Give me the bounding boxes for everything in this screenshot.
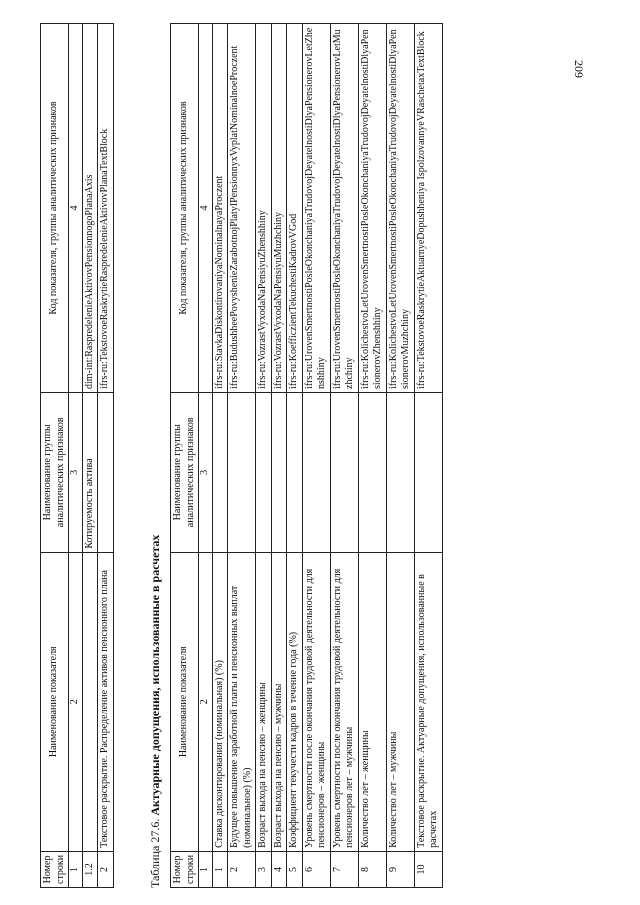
row-number: 3 [256,851,272,887]
indicator-code: ifrs-ru:TekstovoeRaskrytieRaspredelenieAktivovPlanaTextBlock [98,24,114,393]
row-number: 1 [212,851,228,887]
indicator-code: dim-int:RaspredelenieAktivovPensionnogoPlanaAxis [82,24,98,393]
table-row [386,24,414,888]
row-number: 2 [98,851,114,887]
indicator-name: Возраст выхода на пенсию – женщины [256,552,272,851]
header-code: Код показателя, группы аналитических признаков [41,24,69,393]
column-index: 4 [199,24,213,393]
indicator-name: Количество лет – мужчины [386,552,414,851]
column-index: 2 [69,552,83,851]
row-number: 9 [386,851,414,887]
row-number: 8 [358,851,386,887]
indicator-name: Уровень смертности после окончания трудовой деятельности для пенсионеров – женщины [302,552,330,851]
table-row [330,24,358,888]
indicator-code: ifrs-ru:UrovenSmertnostiPosleOkonchaniyaTrudovojDeyatelnostiDlyaPensionerovLetZhenshhiny [302,24,330,393]
group-name [256,392,272,552]
header-code: Код показателя, группы аналитических признаков [171,24,199,393]
row-number: 4 [271,851,287,887]
column-index: 4 [69,24,83,393]
header-row-number: Номер строки [171,851,199,887]
table-row [358,24,386,888]
table-caption [148,535,163,888]
group-name [302,392,330,552]
page-number: 209 [572,60,586,78]
indicator-name: Коэффициент текучести кадров в течение года (%) [287,552,303,851]
group-name [330,392,358,552]
indicator-name: Уровень смертности после окончания трудовой деятельности для пенсионеров лет – мужчины [330,552,358,851]
indicator-name: Текстовое раскрытие. Актуарные допущения, использованные в расчетах [414,552,442,851]
table-row [212,24,228,888]
column-index-row [69,24,83,888]
rotated-page-content [38,23,638,888]
group-name [386,392,414,552]
indicator-code: ifrs-ru:KoefficzientTekuchestiKadrovVGod [287,24,303,393]
group-name: Котируемость актива [82,392,98,552]
table-row [287,24,303,888]
table-caption-number: Таблица 27.6. [148,818,162,888]
group-name [212,392,228,552]
header-group-name: Наименование группы аналитических признаков [171,392,199,552]
header-row-number: Номер строки [41,851,69,887]
table-header-row [171,24,199,888]
column-index: 2 [199,552,213,851]
column-index: 1 [69,851,83,887]
table-header-row [41,24,69,888]
row-number: 7 [330,851,358,887]
row-number: 6 [302,851,330,887]
indicator-code: ifrs-ru:VozrastVyxodaNaPensiyuMuzhchiny [271,24,287,393]
header-indicator-name: Наименование показателя [41,552,69,851]
row-number: 10 [414,851,442,887]
table-row [228,24,256,888]
indicator-table-continued [40,23,114,888]
indicator-code: ifrs-ru:StavkaDiskontirovaniyaNominalnayaProczent [212,24,228,393]
column-index-row [199,24,213,888]
table-row [414,24,442,888]
table-row [302,24,330,888]
table-row [256,24,272,888]
table-row [271,24,287,888]
indicator-name [82,552,98,851]
column-index: 1 [199,851,213,887]
column-index: 3 [199,392,213,552]
row-number: 5 [287,851,303,887]
indicator-name: Ставка дисконтирования (номинальная) (%) [212,552,228,851]
row-number: 1.2 [82,851,98,887]
group-name [98,392,114,552]
group-name [271,392,287,552]
indicator-code: ifrs-ru:BudushheePovyshenieZarabotnojPlatyIPensionnyxVyplatNominalnoeProczent [228,24,256,393]
group-name [414,392,442,552]
group-name [287,392,303,552]
actuarial-assumptions-table [170,23,443,888]
indicator-name: Будущее повышение заработной платы и пенсионных выплат (номинальное) (%) [228,552,256,851]
row-number: 2 [228,851,256,887]
header-group-name: Наименование группы аналитических признаков [41,392,69,552]
table-row [82,24,98,888]
header-indicator-name: Наименование показателя [171,552,199,851]
group-name [228,392,256,552]
indicator-code: ifrs-ru:TekstovoeRaskrytieAktuarnyeDopushheniya IspolzovannyeVRaschetaxTextBlock [414,24,442,393]
table-row [98,24,114,888]
indicator-code: ifrs-ru:VozrastVyxodaNaPensiyuZhenshhiny [256,24,272,393]
indicator-code: ifrs-ru:KolichestvoLetUrovenSmertnostiPosleOkonchaniyaTrudovojDeyatelnostiDlyaPensionerovZhenshhiny [358,24,386,393]
indicator-name: Возраст выхода на пенсию – мужчины [271,552,287,851]
table-caption-title: Актуарные допущения, использованные в расчетах [148,534,162,816]
indicator-code: ifrs-ru:KolichestvoLetUrovenSmertnostiPosleOkonchaniyaTrudovojDeyatelnostiDlyaPensionerovMuzhchiny [386,24,414,393]
column-index: 3 [69,392,83,552]
indicator-code: ifrs-ru:UrovenSmertnostiPosleOkonchaniyaTrudovojDeyatelnostiDlyaPensionerovLetMuzhchiny [330,24,358,393]
indicator-name: Текстовое раскрытие. Распределение активов пенсионного плана [98,552,114,851]
indicator-name: Количество лет – женщины [358,552,386,851]
group-name [358,392,386,552]
